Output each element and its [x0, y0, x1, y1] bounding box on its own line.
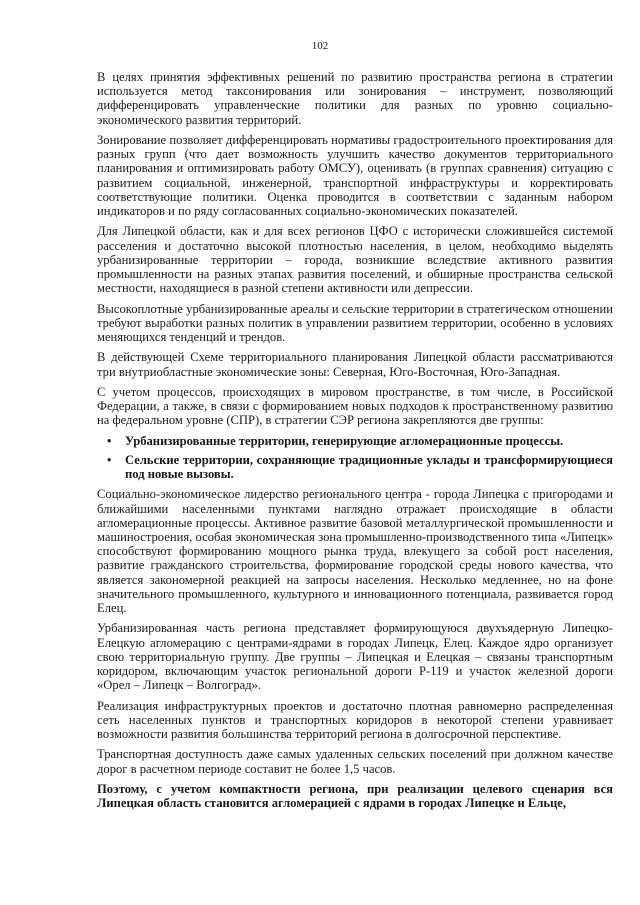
paragraph-zoning-method: В целях принятия эффективных решений по развитию пространства региона в стратегии используется метод таксонирования или зонирования – инструмент, позволяющий дифференцировать управленческие политики для разных по уровню социально-экономического развития территорий.	[97, 70, 613, 127]
bullet-marker: •	[107, 453, 112, 467]
paragraph-agglomeration: Урбанизированная часть региона представляет формирующуюся двухъядерную Липецко-Елецкую агломерацию с центрами-ядрами в городах Липецк, Елец. Каждое ядро организует свою территориальную группу. Две группы – Липецкая и Елецкая – связаны транспортным коридором, включающим участок региональной дороги Р-119 и участок железной дороги «Орел – Липецк – Волгоград».	[97, 621, 613, 693]
paragraph-zoning-benefits: Зонирование позволяет дифференцировать нормативы градостроительного проектирования для разных групп (что дает возможность улучшить качество документов территориального планирования и оптимизировать работу ОМСУ), оценивать (в группах сравнения) ситуацию с развитием социальной, инженерной, транспортной инфраструктуры и корректировать соответствующие политики. Оценка проводится в соответствии с заданным набором индикаторов и по ряду согласованных социально-экономических показателей.	[97, 133, 613, 219]
page-body	[97, 70, 613, 817]
paragraph-economic-zones: В действующей Схеме территориального планирования Липецкой области рассматриваются три внутриобластные экономические зоны: Северная, Юго-Восточная, Юго-Западная.	[97, 350, 613, 379]
paragraph-conclusion: Поэтому, с учетом компактности региона, при реализации целевого сценария вся Липецкая область становится агломерацией с ядрами в городах Липецке и Ельце,	[97, 782, 613, 811]
list-item-text: Урбанизированные территории, генерирующие агломерационные процессы.	[125, 433, 564, 448]
paragraph-two-groups: С учетом процессов, происходящих в мировом пространстве, в том числе, в Российской Федерации, а также, в связи с формированием новых подходов к пространственному развитию на федеральном уровне (СПР), в стратегии СЭР региона закрепляются две группы:	[97, 385, 613, 428]
paragraph-dense-areas: Высокоплотные урбанизированные ареалы и сельские территории в стратегическом отношении требуют выработки разных политик в управлении развитием территории, особенно в условиях меняющихся тенденций и трендов.	[97, 301, 613, 345]
bullet-marker: •	[107, 433, 112, 448]
list-item-text: Сельские территории, сохраняющие традиционные уклады и трансформирующиеся под новые вызовы.	[125, 453, 613, 482]
paragraph-regional-center: Социально-экономическое лидерство регионального центра - города Липецка с пригородами и ближайшими населенными пунктами наглядно отражает происходящие в области агломерационные процессы. Активное развитие базовой металлургической промышленности и машиностроения, особая экономическая зона промышленно-производственного типа «Липецк» способствуют формированию мощного рынка труда, влекущего за собой рост населения, развитие гражданского строительства, формирование городской среды нового качества, что является закономерной реакцией на запросы населения. Несколько медленнее, но на фоне значительного промышленного, культурного и инновационного потенциала, развивается город Елец.	[97, 487, 613, 616]
paragraph-transport-access: Транспортная доступность даже самых удаленных сельских поселений при должном качестве дорог в расчетном периоде составит не более 1,5 часов.	[97, 747, 613, 776]
groups-list	[97, 434, 613, 482]
list-item-urban	[97, 434, 613, 448]
list-item-rural	[97, 453, 613, 481]
paragraph-lipetsk-territories: Для Липецкой области, как и для всех регионов ЦФО с исторически сложившейся системой расселения и достаточно высокой плотностью населения, в целом, необходимо выделять урбанизированные территории – города, возникшие вследствие активного развития промышленности на разных этапах развития поселений, и обширные пространства сельской местности, находящиеся в разной степени активности или депрессии.	[97, 224, 613, 296]
page-number: 102	[311, 40, 329, 52]
paragraph-infrastructure: Реализация инфраструктурных проектов и достаточно плотная равномерно распределенная сеть населенных пунктов и транспортных коридоров в некоторой степени уравнивает возможности развития большинства территорий региона в долгосрочной перспективе.	[97, 698, 613, 742]
